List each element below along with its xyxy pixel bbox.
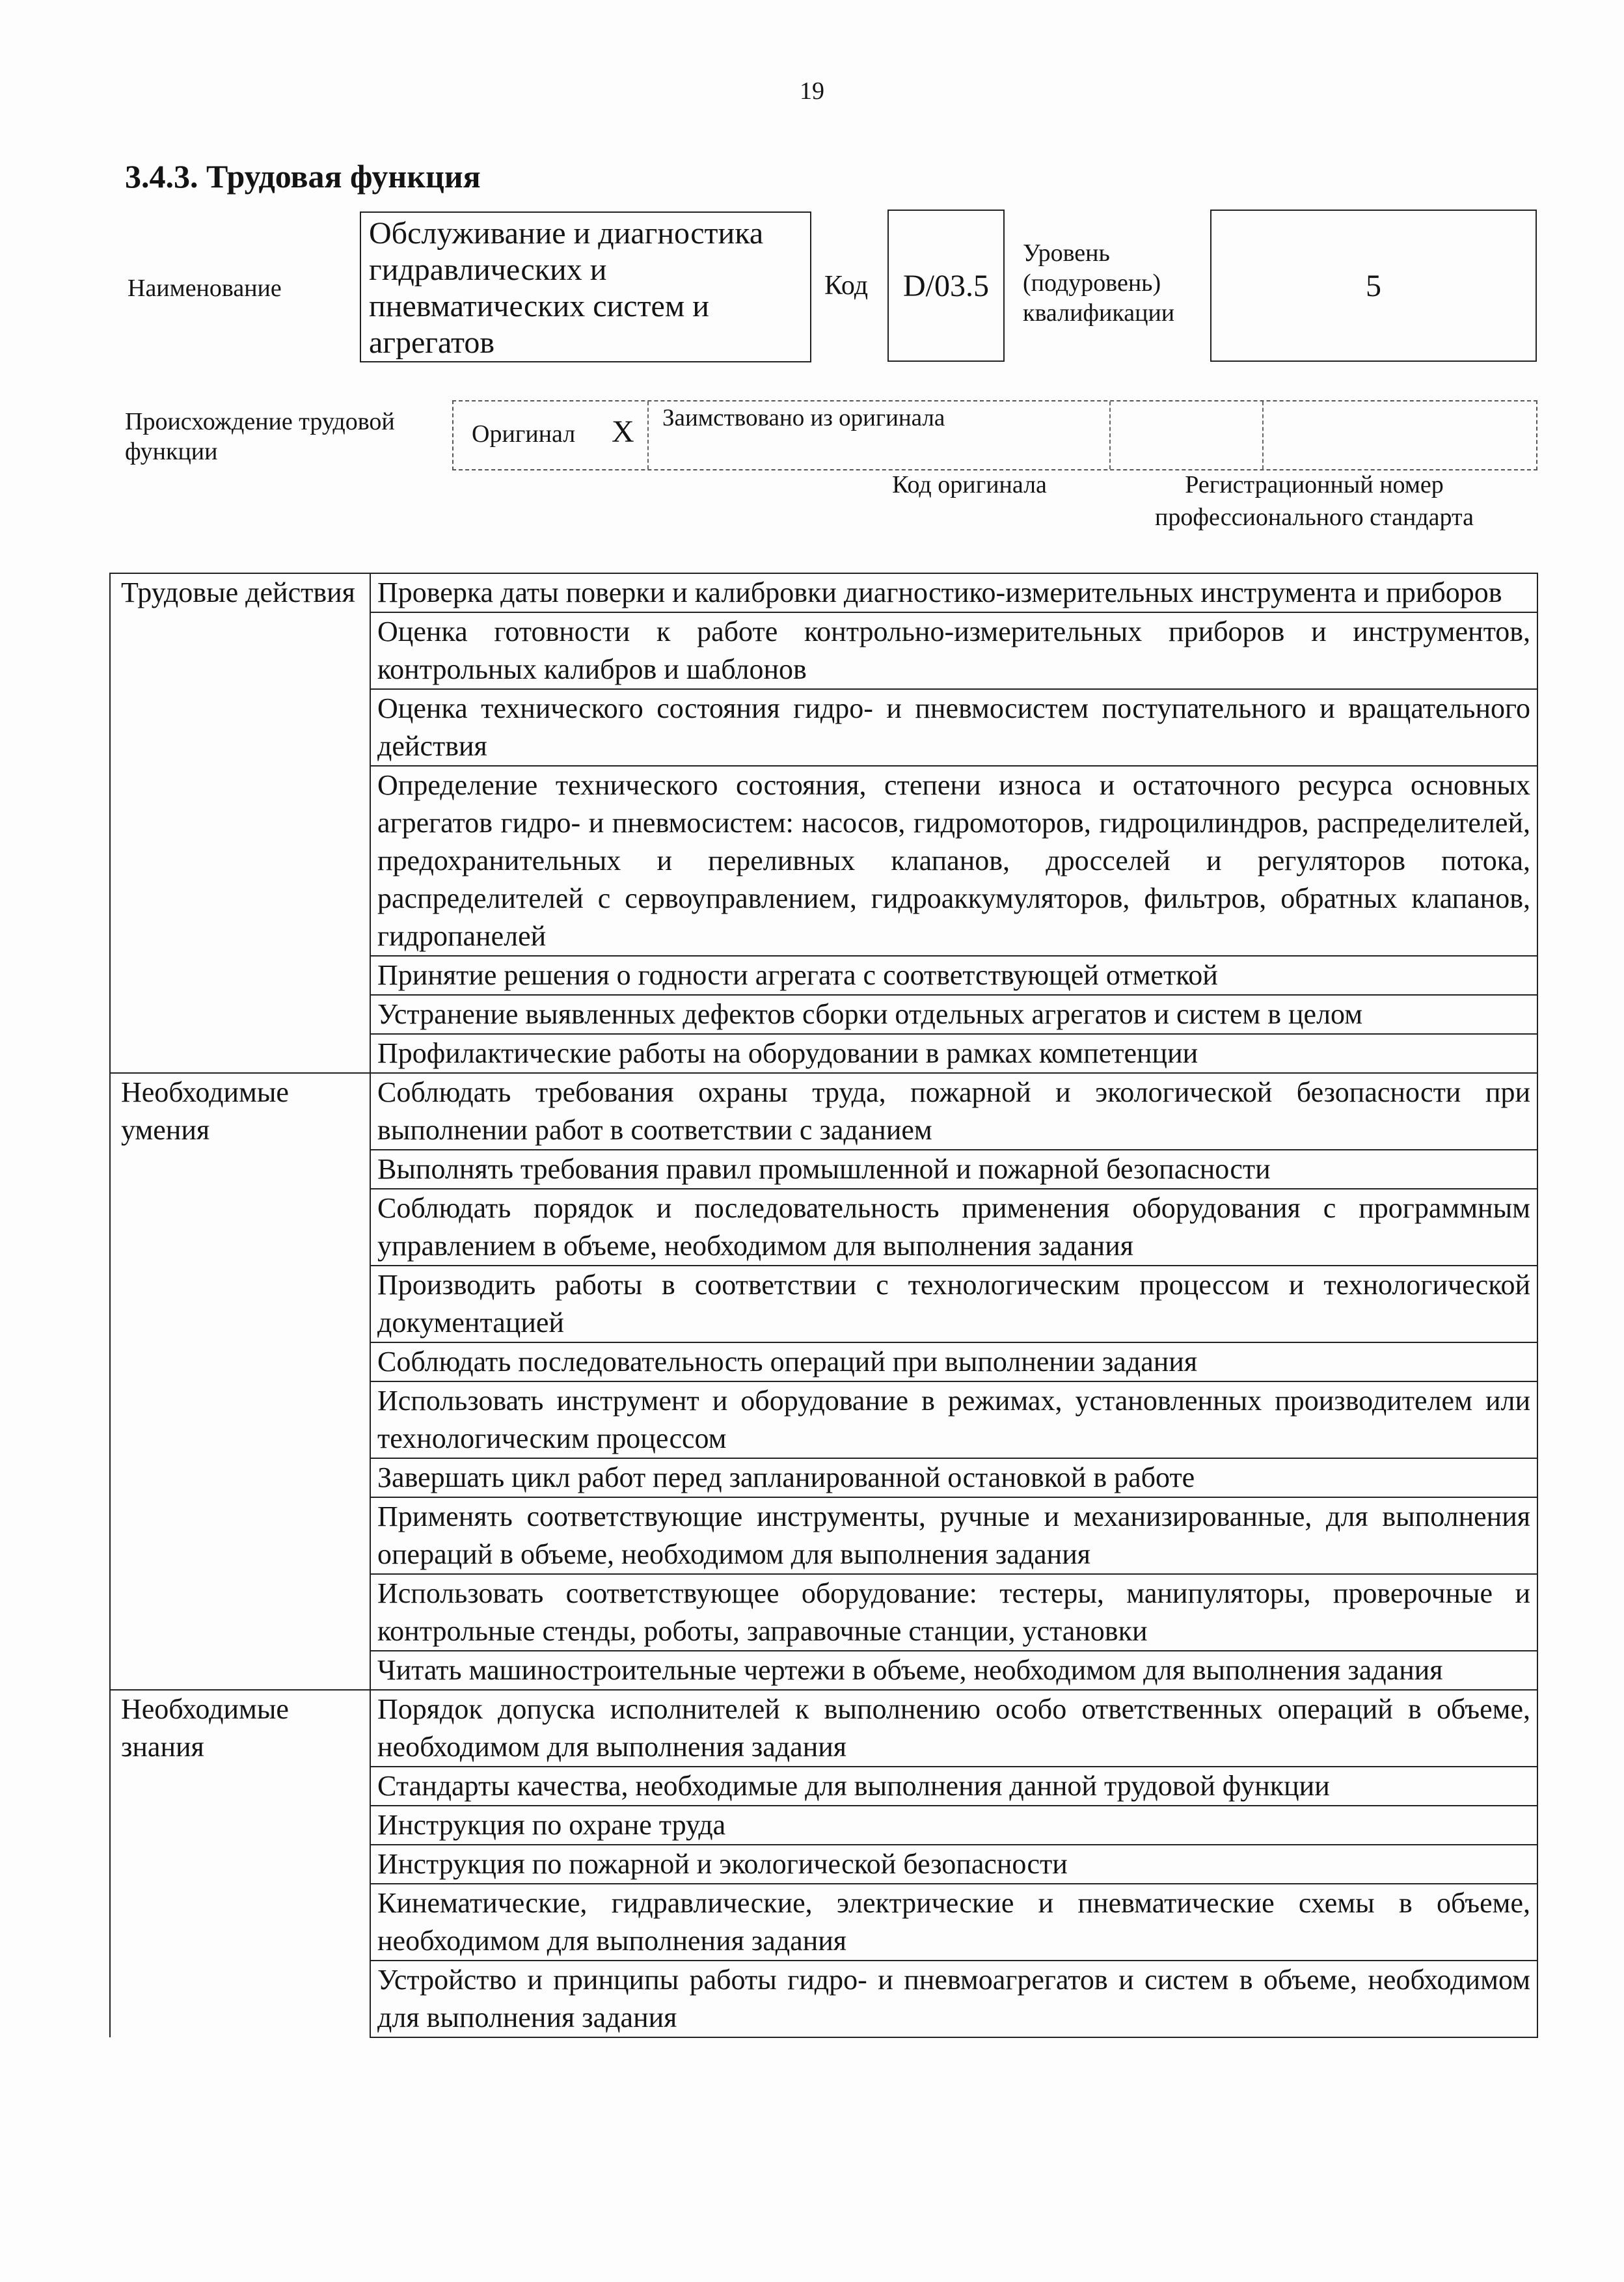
- requirement-item: Профилактические работы на оборудовании в рамках компетенции: [370, 1034, 1537, 1073]
- original-mark: X: [612, 414, 634, 449]
- requirement-item: Соблюдать требования охраны труда, пожарной и экологической безопасности при выполнении работ в соответствии с заданием: [370, 1073, 1537, 1150]
- origin-label: Происхождение трудовой функции: [125, 408, 395, 465]
- requirement-item: Выполнять требования правил промышленной и пожарной безопасности: [370, 1150, 1537, 1189]
- origin-cell-code: [1111, 401, 1264, 469]
- page-number: 19: [800, 77, 824, 105]
- group-title: Необходимые знания: [110, 1690, 370, 2037]
- requirement-item: Использовать соответствующее оборудование: тестеры, манипуляторы, проверочные и контрольные стенды, роботы, заправочные станции, установки: [370, 1574, 1537, 1651]
- requirements-table: [109, 573, 1538, 2038]
- requirement-item: Инструкция по охране труда: [370, 1806, 1537, 1845]
- requirement-item: Проверка даты поверки и калибровки диагностико-измерительных инструмента и приборов: [370, 573, 1537, 612]
- requirement-item: Производить работы в соответствии с технологическим процессом и технологической документацией: [370, 1266, 1537, 1342]
- group-title: Необходимые умения: [110, 1073, 370, 1690]
- code-label: Код: [824, 271, 869, 301]
- table-row: [110, 1073, 1537, 1150]
- requirement-item: Стандарты качества, необходимые для выполнения данной трудовой функции: [370, 1767, 1537, 1806]
- requirement-item: Принятие решения о годности агрегата с соответствующей отметкой: [370, 956, 1537, 995]
- original-code-caption: Код оригинала: [892, 471, 1047, 498]
- table-row: [110, 1690, 1537, 1767]
- borrowed-label: Заимствовано из оригинала: [662, 405, 945, 431]
- level-value: 5: [1210, 210, 1537, 362]
- original-label: Оригинал: [472, 420, 576, 448]
- requirement-item: Устранение выявленных дефектов сборки отдельных агрегатов и систем в целом: [370, 995, 1537, 1034]
- requirement-item: Соблюдать порядок и последовательность применения оборудования с программным управлением в объеме, необходимом для выполнения задания: [370, 1189, 1537, 1266]
- requirement-item: Оценка готовности к работе контрольно-измерительных приборов и инструментов, контрольных калибров и шаблонов: [370, 612, 1537, 689]
- requirement-item: Инструкция по пожарной и экологической безопасности: [370, 1845, 1537, 1884]
- group-title: Трудовые действия: [110, 573, 370, 1073]
- requirement-item: Определение технического состояния, степени износа и остаточного ресурса основных агрегатов гидро- и пневмосистем: насосов, гидромоторов, гидроцилиндров, распределителей, предохранительных и переливных клапанов, дросселей и регуляторов потока, распределителей с сервоуправлением, гидроаккумуляторов, фильтров, обратных клапанов, гидропанелей: [370, 766, 1537, 956]
- name-label: Наименование: [128, 275, 282, 302]
- section-title: 3.4.3. Трудовая функция: [125, 158, 481, 195]
- reg-number-caption: Регистрационный номер профессионального стандарта: [1155, 471, 1474, 531]
- requirement-item: Использовать инструмент и оборудование в режимах, установленных производителем или технологическим процессом: [370, 1381, 1537, 1458]
- requirement-item: Оценка технического состояния гидро- и пневмосистем поступательного и вращательного действия: [370, 689, 1537, 766]
- table-row: [110, 573, 1537, 612]
- code-value: D/03.5: [887, 210, 1005, 362]
- requirement-item: Устройство и принципы работы гидро- и пневмоагрегатов и систем в объеме, необходимом для выполнения задания: [370, 1961, 1537, 2037]
- requirement-item: Применять соответствующие инструменты, ручные и механизированные, для выполнения операций в объеме, необходимом для выполнения задания: [370, 1497, 1537, 1574]
- name-value: Обслуживание и диагностика гидравлических и пневматических систем и агрегатов: [360, 211, 811, 362]
- requirement-item: Порядок допуска исполнителей к выполнению особо ответственных операций в объеме, необходимом для выполнения задания: [370, 1690, 1537, 1767]
- requirement-item: Кинематические, гидравлические, электрические и пневматические схемы в объеме, необходимом для выполнения задания: [370, 1884, 1537, 1961]
- requirement-item: Завершать цикл работ перед запланированной остановкой в работе: [370, 1458, 1537, 1497]
- level-label: Уровень (подуровень) квалификации: [1023, 239, 1175, 327]
- requirement-item: Читать машиностроительные чертежи в объеме, необходимом для выполнения задания: [370, 1651, 1537, 1690]
- requirement-item: Соблюдать последовательность операций при выполнении задания: [370, 1342, 1537, 1381]
